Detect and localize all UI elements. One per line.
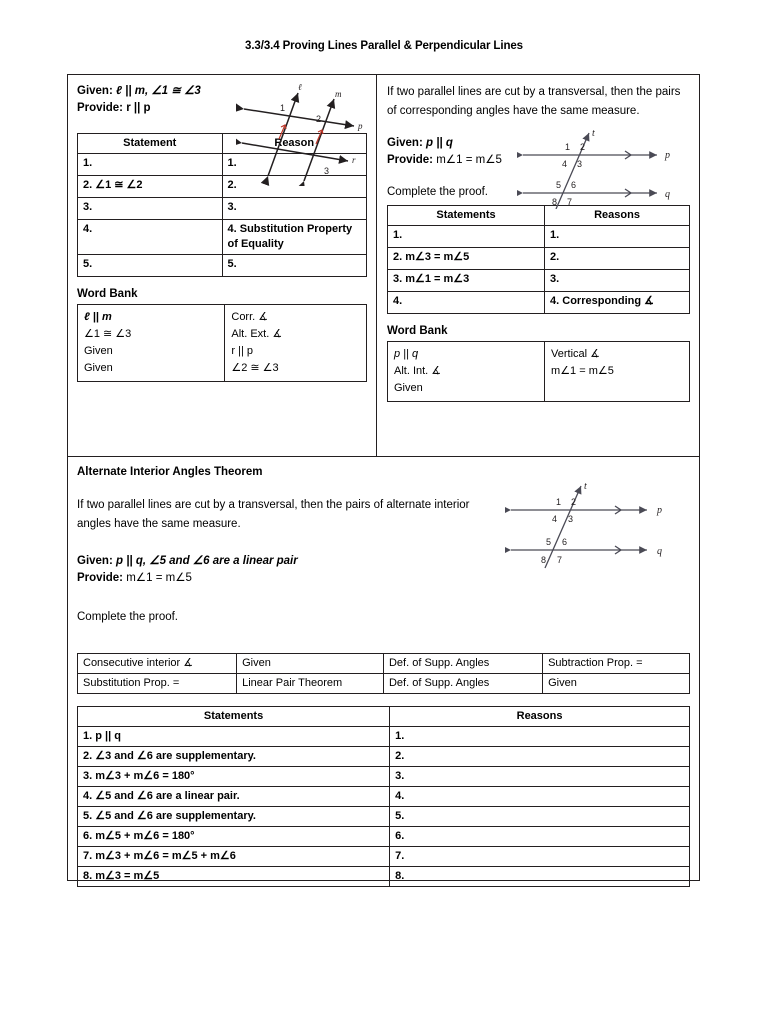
statement-cell[interactable]: 1. [388, 226, 545, 248]
provide-value-3: m∠1 = m∠5 [126, 572, 192, 584]
word-bank-row [78, 674, 690, 694]
statement-cell[interactable]: 4. [388, 292, 545, 314]
word-bank-row [388, 342, 690, 402]
statement-cell[interactable]: 5. [78, 255, 223, 277]
table-row [388, 292, 690, 314]
svg-text:8: 8 [552, 197, 558, 207]
word-bank-label-1: Word Bank [77, 288, 138, 300]
statement-cell[interactable]: 2. ∠1 ≅ ∠2 [78, 176, 223, 198]
given-label-2: Given: [387, 137, 423, 149]
reason-cell[interactable]: 2. [222, 176, 367, 198]
word-bank-label-2: Word Bank [387, 325, 448, 337]
statement-cell[interactable]: 5. ∠5 and ∠6 are supplementary. [78, 807, 390, 827]
reason-cell[interactable]: 8. [390, 867, 690, 887]
word-bank-item[interactable]: Corr. ∡ [231, 311, 269, 323]
svg-text:p: p [665, 150, 670, 161]
theorem-text-3: If two parallel lines are cut by a transversal, then the pairs of alternate interior angles have the same measure. [77, 499, 470, 530]
provide-label-2: Provide: [387, 154, 434, 166]
statement-cell[interactable]: 8. m∠3 = m∠5 [78, 867, 390, 887]
word-bank-item[interactable]: Given [543, 674, 690, 694]
table-row [78, 727, 690, 747]
word-bank-column-2 [225, 305, 367, 382]
reason-cell[interactable]: 1. [222, 154, 367, 176]
reason-cell[interactable]: 1. [545, 226, 690, 248]
table-row [78, 255, 367, 277]
section-divider [68, 456, 699, 457]
reason-cell[interactable]: 3. [390, 767, 690, 787]
table-row [388, 248, 690, 270]
parallel-lines-transversal-diagram [517, 127, 693, 209]
svg-text:7: 7 [567, 197, 573, 207]
svg-text:4: 4 [552, 514, 558, 524]
table-row [388, 226, 690, 248]
word-bank-item[interactable]: Def. of Supp. Angles [383, 674, 542, 694]
table-row [388, 270, 690, 292]
svg-text:2: 2 [571, 497, 577, 507]
statement-cell[interactable]: 1. p || q [78, 727, 390, 747]
proof-table-2 [387, 205, 690, 314]
reason-cell[interactable]: 1. [390, 727, 690, 747]
svg-text:4: 4 [562, 159, 568, 169]
statement-cell[interactable]: 2. m∠3 = m∠5 [388, 248, 545, 270]
word-bank-item[interactable]: Linear Pair Theorem [237, 674, 384, 694]
provide-label-3: Provide: [77, 572, 124, 584]
statement-cell[interactable]: 6. m∠5 + m∠6 = 180° [78, 827, 390, 847]
word-bank-item[interactable]: Def. of Supp. Angles [383, 654, 542, 674]
reason-cell[interactable]: 4. Substitution Property of Equality [222, 220, 367, 255]
table-row [78, 867, 690, 887]
word-bank-item[interactable]: ∠2 ≅ ∠3 [231, 362, 279, 374]
svg-text:ℓ: ℓ [298, 82, 302, 92]
given-label-1: Given: [77, 85, 113, 97]
svg-text:t: t [592, 128, 595, 139]
top-section [68, 75, 699, 456]
statement-cell[interactable]: 2. ∠3 and ∠6 are supplementary. [78, 747, 390, 767]
svg-text:t: t [584, 481, 587, 492]
word-bank-column-2 [545, 342, 690, 402]
svg-text:2: 2 [580, 142, 586, 152]
table-row [78, 807, 690, 827]
word-bank-item[interactable]: ℓ || m [84, 311, 112, 323]
table-row [78, 220, 367, 255]
word-bank-column-1 [388, 342, 545, 402]
svg-text:6: 6 [571, 180, 577, 190]
word-bank-item[interactable]: Alt. Ext. ∡ [231, 328, 283, 340]
statement-cell[interactable]: 7. m∠3 + m∠6 = m∠5 + m∠6 [78, 847, 390, 867]
word-bank-item[interactable]: Substitution Prop. = [78, 674, 237, 694]
given-value-2: p || q [426, 137, 453, 149]
word-bank-item[interactable]: Consecutive interior ∡ [78, 654, 237, 674]
svg-text:5: 5 [546, 537, 552, 547]
table-row [78, 827, 690, 847]
word-bank-item[interactable]: p || q [394, 348, 419, 360]
statement-cell[interactable]: 4. [78, 220, 223, 255]
reason-cell[interactable]: 2. [545, 248, 690, 270]
worksheet-frame [67, 74, 700, 881]
word-bank-grid [77, 653, 690, 694]
provide-value-2: m∠1 = m∠5 [436, 154, 502, 166]
reason-cell[interactable]: 5. [222, 255, 367, 277]
provide-line-3 [77, 570, 690, 587]
word-bank-1 [77, 304, 367, 382]
proof-table-3 [77, 706, 690, 887]
svg-text:1: 1 [556, 497, 562, 507]
table-row [78, 747, 690, 767]
svg-text:3: 3 [324, 166, 330, 176]
word-bank-item[interactable]: Vertical ∡ [551, 348, 601, 360]
word-bank-row [78, 654, 690, 674]
reason-cell[interactable]: 4. Corresponding ∡ [545, 292, 690, 314]
svg-text:1: 1 [565, 142, 571, 152]
word-bank-item[interactable]: Given [237, 654, 384, 674]
theorem-text-2: If two parallel lines are cut by a transversal, then the pairs of corresponding angles have the same measure. [387, 86, 681, 117]
word-bank-2 [387, 341, 690, 402]
statement-cell[interactable]: 1. [78, 154, 223, 176]
statement-cell[interactable]: 3. m∠1 = m∠3 [388, 270, 545, 292]
page-title: 3.3/3.4 Proving Lines Parallel & Perpendicular Lines [245, 40, 523, 52]
word-bank-item[interactable]: Subtraction Prop. = [543, 654, 690, 674]
two-transversals-diagram [236, 81, 371, 186]
svg-text:5: 5 [556, 180, 562, 190]
panel-proof-2 [377, 75, 699, 456]
svg-text:3: 3 [568, 514, 574, 524]
column-header-reasons: Reasons [390, 707, 690, 727]
column-header-reason: Reason [222, 134, 367, 154]
given-value-1: ℓ || m, ∠1 ≅ ∠3 [116, 85, 201, 97]
column-header-statements: Statements [78, 707, 390, 727]
word-bank-item[interactable]: m∠1 = m∠5 [551, 365, 614, 377]
statement-cell[interactable]: 3. [78, 198, 223, 220]
svg-text:6: 6 [562, 537, 568, 547]
reason-cell[interactable]: 3. [545, 270, 690, 292]
table-row [78, 198, 367, 220]
column-header-statements: Statements [388, 206, 545, 226]
svg-text:p: p [358, 121, 363, 131]
reason-cell[interactable]: 6. [390, 827, 690, 847]
given-value-3: p || q, ∠5 and ∠6 are a linear pair [116, 555, 298, 567]
statement-cell[interactable]: 3. m∠3 + m∠6 = 180° [78, 767, 390, 787]
provide-value-1: r || p [126, 102, 151, 114]
table-row [78, 847, 690, 867]
svg-text:7: 7 [557, 555, 563, 565]
svg-text:3: 3 [577, 159, 583, 169]
panel-proof-1 [68, 75, 377, 456]
bottom-header-area [77, 466, 690, 641]
instruction-3: Complete the proof. [77, 611, 179, 623]
word-bank-item[interactable]: r || p [231, 345, 253, 357]
svg-text:r: r [352, 155, 356, 165]
reason-cell[interactable]: 4. [390, 787, 690, 807]
instruction-2: Complete the proof. [387, 186, 489, 198]
given-label-3: Given: [77, 555, 113, 567]
word-bank-item[interactable]: Given [84, 345, 113, 357]
reason-cell[interactable]: 5. [390, 807, 690, 827]
svg-text:q: q [665, 189, 670, 200]
svg-text:m: m [335, 89, 342, 99]
column-header-reasons: Reasons [545, 206, 690, 226]
column-header-statement: Statement [78, 134, 223, 154]
parallel-lines-transversal-diagram [505, 476, 690, 571]
word-bank-row [78, 305, 367, 382]
svg-text:1: 1 [280, 103, 286, 113]
theorem-heading: Alternate Interior Angles Theorem [77, 466, 263, 478]
reason-cell[interactable]: 3. [222, 198, 367, 220]
table-row [78, 787, 690, 807]
svg-text:p: p [657, 505, 662, 516]
word-bank-item[interactable]: ∠1 ≅ ∠3 [84, 328, 132, 340]
bottom-section [68, 458, 699, 882]
word-bank-item[interactable]: Given [394, 382, 423, 394]
reason-cell[interactable]: 7. [390, 847, 690, 867]
svg-text:q: q [657, 546, 662, 557]
svg-text:2: 2 [316, 114, 322, 124]
word-bank-column-1 [78, 305, 225, 382]
reason-cell[interactable]: 2. [390, 747, 690, 767]
provide-label-1: Provide: [77, 102, 124, 114]
table-row [78, 767, 690, 787]
word-bank-item[interactable]: Given [84, 362, 113, 374]
table-header-row [78, 707, 690, 727]
statement-cell[interactable]: 4. ∠5 and ∠6 are a linear pair. [78, 787, 390, 807]
svg-text:8: 8 [541, 555, 547, 565]
word-bank-item[interactable]: Alt. Int. ∡ [394, 365, 442, 377]
